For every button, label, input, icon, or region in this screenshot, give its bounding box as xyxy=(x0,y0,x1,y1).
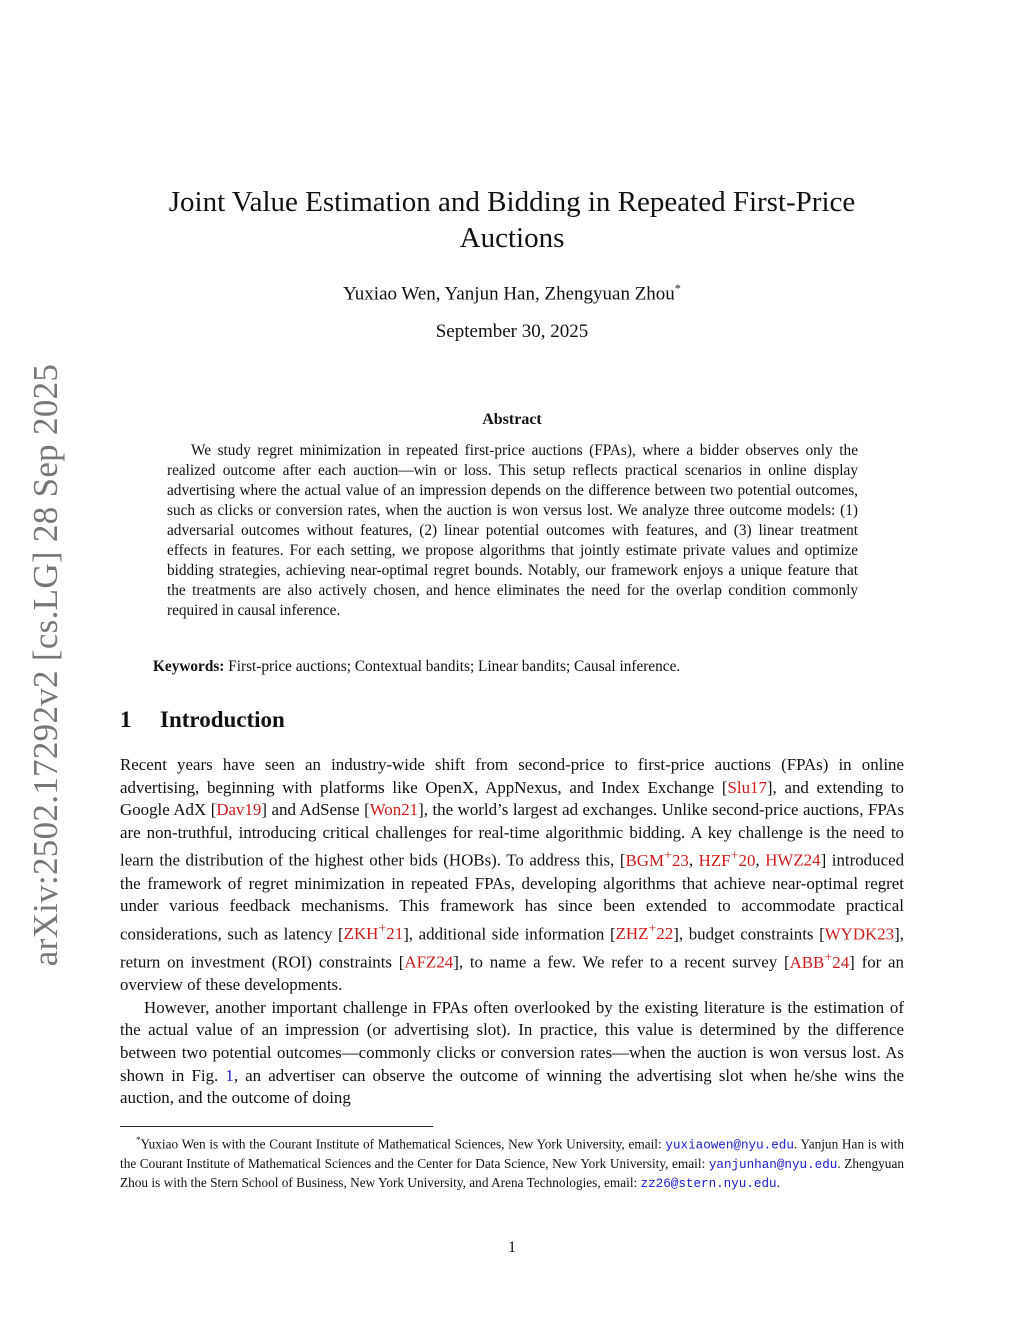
abstract-text: We study regret minimization in repeated first-price auctions (FPAs), where a bidder observes only the realized outcome after each auction—win or loss. This setup reflects practical scenarios in online display advertising where the actual value of an impression depends on the difference between two potential outcomes, such as clicks or conversion rates, when the auction is won versus lost. We analyze three outcome models: (1) adversarial outcomes without features, (2) linear potential outcomes with features, and (3) linear treatment effects in features. For each setting, we propose algorithms that jointly estimate private values and optimize bidding strategies, achieving near-optimal regret bounds. Notably, our framework enjoys a unique feature that the treatments are also actively chosen, and hence eliminates the need for the overlap condition commonly required in causal inference. xyxy=(167,442,858,619)
keywords-text: First-price auctions; Contextual bandits; Linear bandits; Causal inference. xyxy=(228,658,681,675)
text-run: ], return on investment (ROI) constraints [ xyxy=(120,924,904,972)
page-number: 1 xyxy=(508,1239,516,1256)
text-run: ] and AdSense [ xyxy=(261,800,370,820)
citation-key: ZKH xyxy=(343,924,379,944)
text-run: ], to name a few. We refer to a recent survey [ xyxy=(453,952,790,972)
keywords-label: Keywords: xyxy=(153,658,225,675)
citation-afz24[interactable]: AFZ24 xyxy=(404,952,454,972)
abstract-heading: Abstract xyxy=(482,411,542,428)
citation-zhz22[interactable] xyxy=(615,920,674,944)
author-footnote xyxy=(120,1131,904,1193)
section-number: 1 xyxy=(120,707,132,732)
text-run: ], additional side information [ xyxy=(403,924,616,944)
citation-slu17[interactable]: Slu17 xyxy=(727,777,767,797)
text-run: , an advertiser can observe the outcome of winning the advertising slot when he/she wins the auction, and the outcome of doing xyxy=(120,1065,904,1108)
citation-year: 22 xyxy=(656,924,674,944)
paper-title: Joint Value Estimation and Bidding in Repeated First-Price Auctions xyxy=(168,186,856,254)
citation-plus: + xyxy=(824,949,833,965)
citation-key: ABB xyxy=(789,952,825,972)
email-link-wen[interactable]: yuxiaowen@nyu.edu xyxy=(665,1138,794,1153)
text-run: . Yanjun Han is with the Courant Institute of Mathematical Sciences and the Center for Data Science, New York University, email: xyxy=(120,1136,904,1171)
email-link-zhou[interactable]: zz26@stern.nyu.edu xyxy=(640,1176,777,1191)
citation-zkh21[interactable] xyxy=(343,920,404,944)
citation-plus: + xyxy=(648,920,657,937)
section-title: Introduction xyxy=(160,707,285,732)
introduction-body xyxy=(120,754,904,1110)
intro-paragraph-1 xyxy=(120,754,904,997)
citation-won21[interactable]: Won21 xyxy=(369,800,419,820)
section-heading-introduction xyxy=(120,707,285,733)
intro-paragraph-2 xyxy=(120,997,904,1110)
citation-hzf20[interactable] xyxy=(698,847,756,870)
text-run: ] introduced the framework of regret minimization in repeated FPAs, developing algorithms that achieve near-optimal regret under various feedback mechanisms. This framework has since been extended to accommodate practical considerations, such as latency [ xyxy=(120,851,905,944)
text-run: Recent years have seen an industry-wide shift from second-price to first-price auctions (FPAs) in online advertising, beginning with platforms like OpenX, AppNexus, and Index Exchange [ xyxy=(120,755,904,797)
citation-plus: + xyxy=(730,847,739,864)
arxiv-id-text: arXiv:2502.17292v2 [cs.LG] 28 Sep 2025 xyxy=(26,363,65,966)
citation-plus: + xyxy=(378,920,387,937)
text-run: , xyxy=(688,851,699,870)
footnote-divider xyxy=(120,1126,433,1127)
text-run: ], budget constraints [ xyxy=(673,924,825,944)
citation-wydk23[interactable]: WYDK23 xyxy=(824,924,895,944)
text-run: . xyxy=(776,1174,780,1190)
author-list xyxy=(120,281,904,305)
citation-dav19[interactable]: Dav19 xyxy=(216,800,262,820)
citation-key: HZF xyxy=(698,851,731,870)
citation-year: 20 xyxy=(738,851,756,870)
text-run: ], the world’s largest ad exchanges. Unlike second-price auctions, FPAs are non-truthful, introducing critical challenges for real-time algorithmic bidding. A key challenge is the need to learn the distribution of the highest other bids (HOBs). To address this, [ xyxy=(120,800,905,870)
citation-abb24[interactable] xyxy=(789,949,850,972)
text-run: , xyxy=(755,851,766,870)
author-footnote-mark[interactable]: * xyxy=(674,281,681,295)
citation-year: 23 xyxy=(671,851,689,870)
citation-year: 21 xyxy=(386,924,404,944)
publication-date: September 30, 2025 xyxy=(435,321,589,342)
text-run: Yuxiao Wen is with the Courant Institute of Mathematical Sciences, New York University, email: xyxy=(140,1136,666,1152)
keywords xyxy=(153,657,873,677)
citation-bgm23[interactable] xyxy=(625,847,689,870)
citation-year: 24 xyxy=(832,952,850,972)
text-run: ], and extending to Google AdX [ xyxy=(120,777,904,820)
text-run: . Zhengyuan Zhou is with the Stern School of Business, New York University, and Arena Technologies, email: xyxy=(120,1155,905,1190)
citation-key: ZHZ xyxy=(615,924,649,944)
citation-key: BGM xyxy=(625,851,664,870)
author-names: Yuxiao Wen, Yanjun Han, Zhengyuan Zhou xyxy=(343,283,675,305)
citation-hwz24[interactable]: HWZ24 xyxy=(765,851,821,870)
text-run: However, another important challenge in FPAs often overlooked by the existing literature is the estimation of the actual value of an impression (or advertising slot). In practice, this value is determined by the difference between two potential outcomes—commonly clicks or conversion rates—when the auction is won versus lost. As shown in Fig. xyxy=(120,997,904,1085)
arxiv-sidebar-stamp xyxy=(22,363,70,966)
citation-plus: + xyxy=(663,847,672,864)
email-link-han[interactable]: yanjunhan@nyu.edu xyxy=(708,1157,838,1172)
figure-reference-1[interactable]: 1 xyxy=(225,1065,234,1085)
text-run: ] for an overview of these developments. xyxy=(120,952,904,995)
footnote-mark: * xyxy=(136,1135,141,1145)
